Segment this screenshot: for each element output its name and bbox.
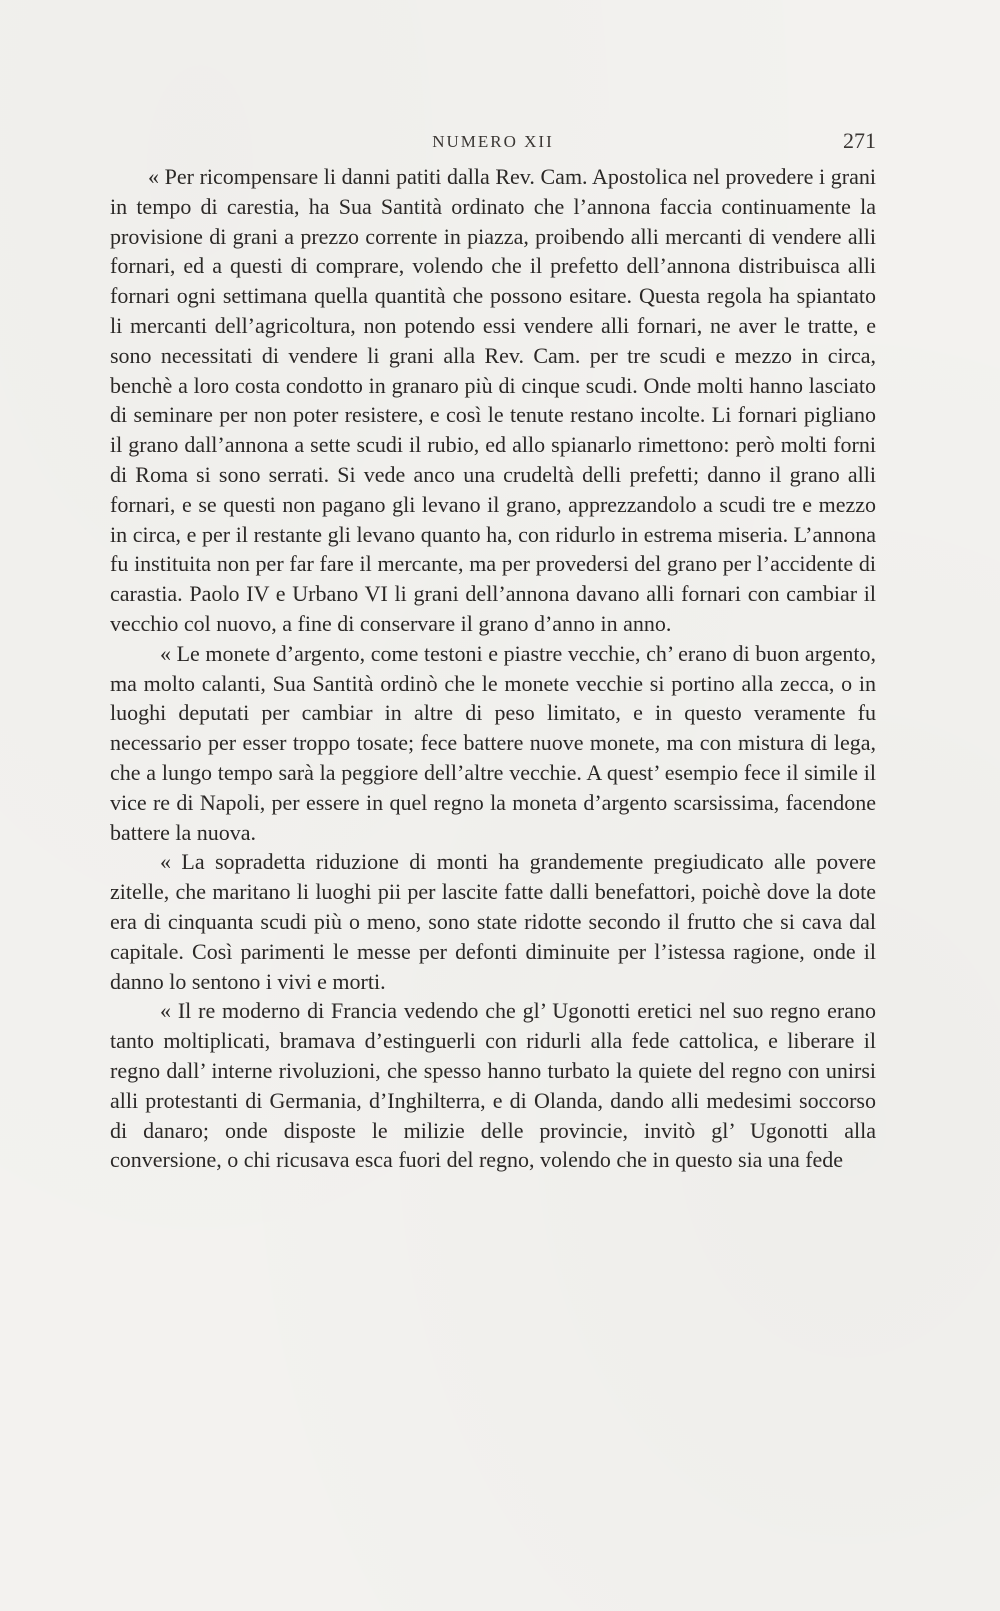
paragraph-monti: « La sopradetta riduzione di monti ha grandemente pregiudicato alle povere zitelle, che maritano li luoghi pii per lascite fatte dalli benefattori, poichè dove la dote era di cinquanta scudi più o meno, sono state ridotte secondo il frutto che si cava dal capitale. Così parimenti le messe per defonti diminuite per l’istessa ragione, onde il danno lo sentono i vivi e morti.	[110, 849, 876, 994]
paragraph-annona: « Per ricompensare li danni patiti dalla Rev. Cam. Apostolica nel provedere i grani in tempo di carestia, ha Sua Santità ordinato che l’annona faccia continuamente la provisione di grani a prezzo corrente in piazza, proibendo alli mercanti di vendere alli fornari, ed a questi di comprare, volendo che il prefetto dell’annona distribuisca alli fornari ogni settimana quella quantità che possono esitare. Questa regola ha spiantato li mercanti dell’agricoltura, non potendo essi vendere alli fornari, ne aver le tratte, e sono necessitati di vendere li grani alla Rev. Cam. per tre scudi e mezzo in circa, benchè a loro costa condotto in granaro più di cinque scudi. Onde molti hanno lasciato di seminare per non poter resistere, e così le tenute restano incolte. Li fornari pigliano il grano dall’annona a sette scudi il rubio, ed allo spianarlo rimettono: però molti forni di Roma si sono serrati. Si vede anco una crudeltà delli prefetti; danno il grano alli fornari, e se questi non pagano gli levano il grano, apprezzandolo a scudi tre e mezzo in circa, e per il restante gli levano quanto ha, con ridurlo in estrema miseria. L’annona fu instituita non per far fare il mercante, ma per provedersi del grano per l’accidente di carastia. Paolo IV e Urbano VI li grani dell’annona davano alli fornari con cambiar il vecchio col nuovo, a fine di conservare il grano d’anno in anno.	[110, 164, 876, 636]
running-title: NUMERO XII	[432, 132, 554, 151]
body-text	[110, 162, 876, 1175]
page-number: 271	[843, 128, 876, 153]
paragraph-monete: « Le monete d’argento, come testoni e piastre vecchie, ch’ erano di buon argento, ma molto calanti, Sua Santità ordinò che le monete vecchie si portino alla zecca, o in luoghi deputati per cambiar in altre di peso limitato, e in questo veramente fu necessario per esser troppo tosate; fece battere nuove monete, ma con mistura di lega, che a lungo tempo sarà la peggiore dell’altre vecchie. A quest’ esempio fece il simile il vice re di Napoli, per essere in quel regno la moneta d’argento scarsissima, facendone battere la nuova.	[110, 640, 876, 845]
page-header	[110, 128, 876, 156]
paragraph-francia: « Il re moderno di Francia vedendo che gl’ Ugonotti eretici nel suo regno erano tanto moltiplicati, bramava d’estinguerli con ridurli alla fede cattolica, e liberare il regno dall’ interne rivoluzioni, che spesso hanno turbato la quiete del regno con unirsi alli protestanti di Germania, d’Inghilterra, e di Olanda, dando alli medesimi soccorso di danaro; onde disposte le milizie delle provincie, invitò gl’ Ugonotti alla conversione, o chi ricusava esca fuori del regno, volendo che in questo sia una fede	[110, 998, 876, 1173]
